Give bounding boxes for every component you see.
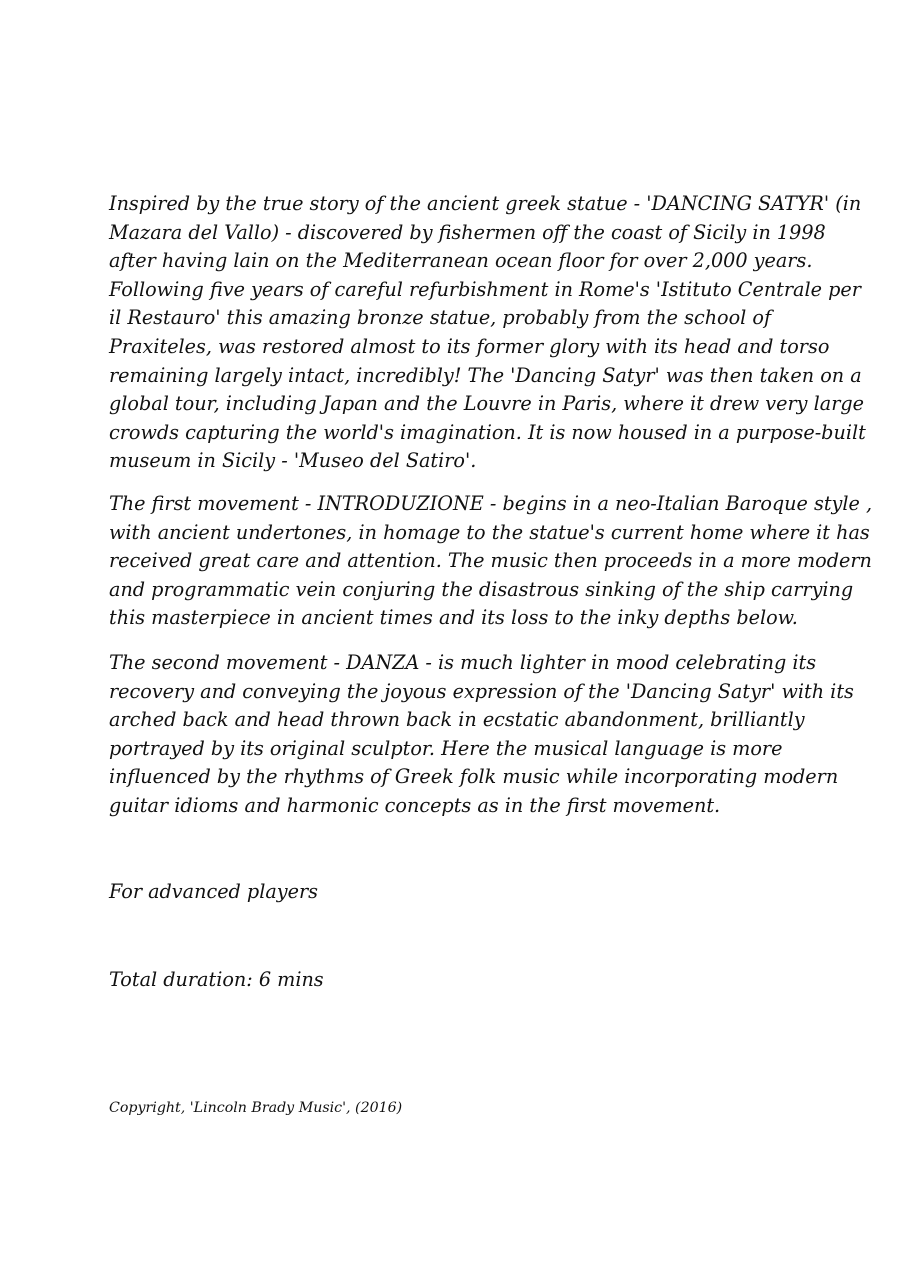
text-line: arched back and head thrown back in ecstatic abandonment, brilliantly [109,708,805,732]
copyright-notice: Copyright, 'Lincoln Brady Music', (2016) [109,1100,403,1116]
paragraph-second-movement [109,649,854,821]
text-line: The first movement - INTRODUZIONE - begins in a neo-Italian Baroque style , [109,492,873,515]
level-note: For advanced players [109,880,319,903]
text-line: global tour, including Japan and the Louvre in Paris, where it drew very large [109,392,864,416]
text-line: portrayed by its original sculptor. Here the musical language is more [109,736,783,760]
text-line: il Restauro' this amazing bronze statue, probably from the school of [109,306,772,330]
duration-note: Total duration: 6 mins [109,968,324,991]
text-line: crowds capturing the world's imagination. It is now housed in a purpose-built [109,420,866,444]
text-line: museum in Sicily - 'Museo del Satiro'. [109,449,477,473]
text-line: remaining largely intact, incredibly! The 'Dancing Satyr' was then taken on a [109,363,862,387]
text-line: received great care and attention. The music then proceeds in a more modern [109,549,872,573]
text-line: influenced by the rhythms of Greek folk music while incorporating modern [109,765,839,789]
text-line: Following five years of careful refurbishment in Rome's 'Istituto Centrale per [109,277,861,301]
text-line: Mazara del Vallo) - discovered by fishermen off the coast of Sicily in 1998 [109,220,826,244]
text-line: and programmatic vein conjuring the disastrous sinking of the ship carrying [109,577,854,601]
text-line: The second movement - DANZA - is much lighter in mood celebrating its [109,651,817,674]
text-line: Inspired by the true story of the ancient greek statue - 'DANCING SATYR' (in [109,192,862,215]
text-line: after having lain on the Mediterranean ocean floor for over 2,000 years. [109,249,813,273]
text-line: with ancient undertones, in homage to the statue's current home where it has [109,520,870,544]
paragraph-first-movement [109,490,873,633]
paragraph-history [109,190,866,476]
text-line: this masterpiece in ancient times and its loss to the inky depths below. [109,606,798,630]
text-line: recovery and conveying the joyous expression of the 'Dancing Satyr' with its [109,679,854,703]
text-line: Praxiteles, was restored almost to its former glory with its head and torso [109,334,830,358]
text-line: guitar idioms and harmonic concepts as in the first movement. [109,793,721,817]
